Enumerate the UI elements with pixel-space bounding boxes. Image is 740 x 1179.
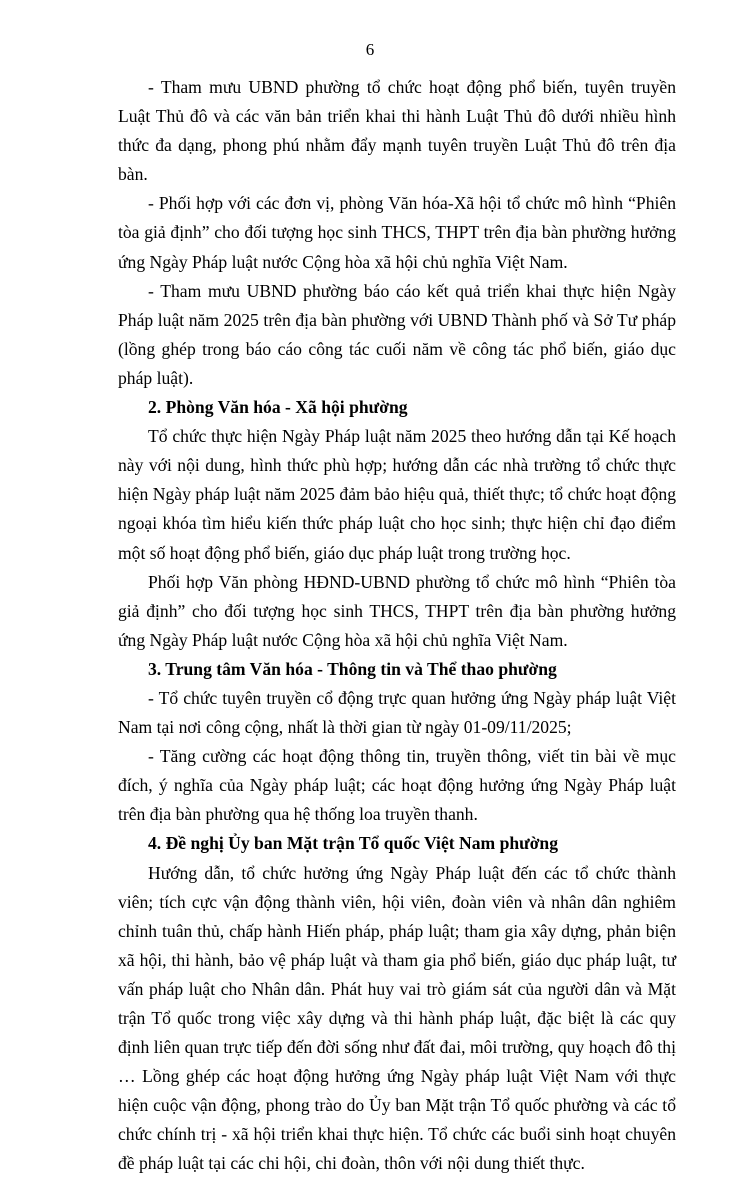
heading-fatherland-front: 4. Đề nghị Ủy ban Mặt trận Tổ quốc Việt Nam phường (148, 833, 559, 854)
paragraph-report-results: - Tham mưu UBND phường báo cáo kết quả triển khai thực hiện Ngày Pháp luật năm 2025 trên địa bàn phường với UBND Thành phố và Sở Tư pháp (lồng ghép trong báo cáo công tác cuối năm về công tác phổ biến, giáo dục pháp luật). (118, 280, 676, 388)
page-number: 6 (365, 40, 375, 59)
paragraph-culture-office-mock-trial: Phối hợp Văn phòng HĐND-UBND phường tổ chức mô hình “Phiên tòa giả định” cho đối tượng học sinh THCS, THPT trên địa bàn phường hưởng ứng Ngày Pháp luật nước Cộng hòa xã hội chủ nghĩa Việt Nam. (118, 571, 676, 650)
paragraph-visual-propaganda: - Tổ chức tuyên truyền cổ động trực quan hưởng ứng Ngày pháp luật Việt Nam tại nơi công cộng, nhất là thời gian từ ngày 01-09/11/2025; (118, 687, 676, 738)
paragraph-fatherland-front-duties: Hướng dẫn, tổ chức hưởng ứng Ngày Pháp luật đến các tổ chức thành viên; tích cực vận động thành viên, hội viên, đoàn viên và nhân dân nghiêm chỉnh tuân thủ, chấp hành Hiến pháp, pháp luật; tham gia xây dựng, phản biện xã hội, thi hành, bảo vệ pháp luật và tham gia phổ biến, giáo dục pháp luật, tư vấn pháp luật cho Nhân dân. Phát huy vai trò giám sát của người dân và Mặt trận Tổ quốc trong việc xây dựng và thi hành pháp luật, đặc biệt là các quy định liên quan trực tiếp đến đời sống như đất đai, môi trường, quy hoạch đô thị … Lồng ghép các hoạt động hưởng ứng Ngày pháp luật Việt Nam với thực hiện cuộc vận động, phong trào do Ủy ban Mặt trận Tổ quốc phường và các tổ chức chính trị - xã hội triển khai thực hiện. Tổ chức các buổi sinh hoạt chuyên đề pháp luật tại các chi hội, chi đoàn, thôn với nội dung thiết thực. (118, 862, 676, 1174)
heading-culture-info-sports-center: 3. Trung tâm Văn hóa - Thông tin và Thể thao phường (148, 658, 557, 679)
paragraph-mock-trial-coordination: - Phối hợp với các đơn vị, phòng Văn hóa-Xã hội tổ chức mô hình “Phiên tòa giả định” cho đối tượng học sinh THCS, THPT trên địa bàn phường hưởng ứng Ngày Pháp luật nước Cộng hòa xã hội chủ nghĩa Việt Nam. (118, 193, 676, 272)
paragraph-culture-office-duties: Tổ chức thực hiện Ngày Pháp luật năm 2025 theo hướng dẫn tại Kế hoạch này với nội dung, hình thức phù hợp; hướng dẫn các nhà trường tổ chức thực hiện Ngày pháp luật năm 2025 đảm bảo hiệu quả, thiết thực; tổ chức hoạt động ngoại khóa tìm hiểu kiến thức pháp luật cho học sinh; thực hiện chỉ đạo điểm một số hoạt động phổ biến, giáo dục pháp luật trong trường học. (118, 426, 676, 563)
paragraph-media-activities: - Tăng cường các hoạt động thông tin, truyền thông, viết tin bài về mục đích, ý nghĩa của Ngày pháp luật; các hoạt động hưởng ứng Ngày Pháp luật trên địa bàn phường qua hệ thống loa truyền thanh. (118, 746, 676, 825)
heading-culture-social-office: 2. Phòng Văn hóa - Xã hội phường (148, 397, 408, 418)
document-body (118, 73, 676, 1179)
paragraph-capital-law-propaganda: - Tham mưu UBND phường tổ chức hoạt động phổ biến, tuyên truyền Luật Thủ đô và các văn bản triển khai thi hành Luật Thủ đô dưới nhiều hình thức đa dạng, phong phú nhằm đẩy mạnh tuyên truyền Luật Thủ đô trên địa bàn. (118, 77, 676, 185)
